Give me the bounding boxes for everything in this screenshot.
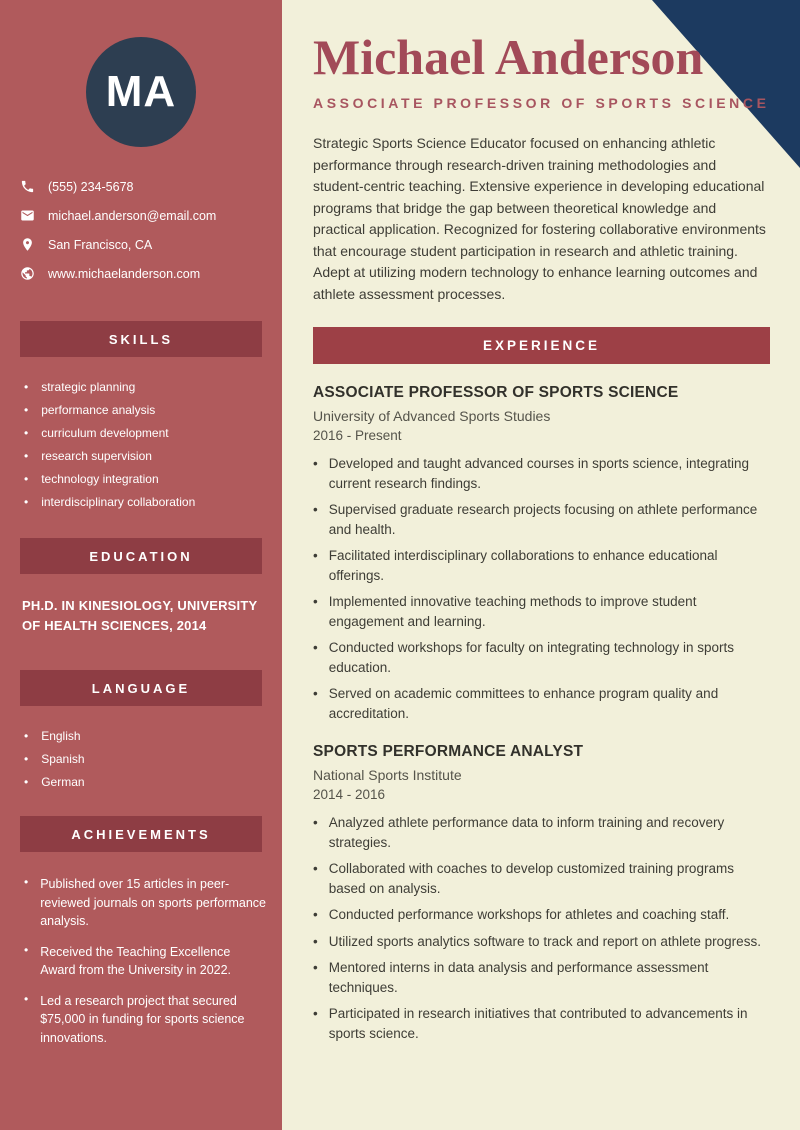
- education-degree: PH.D. IN KINESIOLOGY, UNIVERSITY OF HEALTH SCIENCES, 2014: [22, 598, 258, 633]
- bullet-dot: •: [313, 1006, 318, 1021]
- achievements-list: [0, 875, 282, 1047]
- bullet-dot: •: [24, 495, 29, 509]
- skill-text: technology integration: [41, 472, 159, 486]
- bullet-dot: •: [313, 548, 318, 563]
- skills-section-header: [20, 321, 262, 357]
- job-bullet-list: [313, 454, 770, 723]
- job-bullet: [313, 932, 770, 952]
- skill-text: strategic planning: [41, 380, 136, 394]
- bullet-dot: •: [24, 729, 29, 743]
- bullet-dot: •: [313, 933, 318, 949]
- skill-text: curriculum development: [41, 426, 169, 440]
- experience-section-header: [313, 327, 770, 364]
- job-bullet-text: Supervised graduate research projects focusing on athlete performance and health.: [328, 502, 758, 537]
- job-title: SPORTS PERFORMANCE ANALYST: [313, 743, 584, 760]
- bullet-dot: •: [313, 861, 318, 876]
- skill-item: [24, 472, 262, 487]
- job-bullet: [313, 1004, 770, 1043]
- sidebar: [0, 0, 282, 1130]
- contact-list: [0, 179, 282, 281]
- contact-phone: [20, 179, 264, 194]
- contact-website[interactable]: [20, 266, 264, 281]
- experience-entry: [313, 743, 770, 1043]
- bullet-dot: •: [24, 426, 29, 440]
- globe-icon: [20, 266, 35, 281]
- job-company: University of Advanced Sports Studies: [313, 408, 551, 424]
- job-bullet-text: Analyzed athlete performance data to inform training and recovery strategies.: [328, 815, 725, 850]
- language-item: [24, 775, 262, 790]
- skill-item: [24, 403, 262, 418]
- experience-entry: [313, 384, 770, 723]
- bullet-dot: •: [313, 456, 318, 471]
- contact-website-text: www.michaelanderson.com: [48, 266, 201, 281]
- language-item: [24, 752, 262, 767]
- language-item: [24, 729, 262, 744]
- contact-location: [20, 237, 264, 252]
- bullet-dot: •: [313, 815, 318, 830]
- bullet-dot: •: [24, 403, 29, 417]
- contact-email-text: michael.anderson@email.com: [48, 208, 217, 223]
- achievement-item: [24, 992, 266, 1048]
- bullet-dot: •: [24, 752, 29, 766]
- job-bullet-text: Conducted performance workshops for athletes and coaching staff.: [328, 907, 730, 922]
- bullet-dot: •: [24, 942, 29, 957]
- bullet-dot: •: [313, 640, 318, 655]
- phone-icon: [20, 179, 35, 194]
- bullet-dot: •: [24, 775, 29, 789]
- skills-list: [0, 380, 282, 510]
- achievement-item: [24, 875, 266, 931]
- job-bullet: [313, 958, 770, 997]
- bullet-dot: •: [24, 875, 29, 889]
- job-bullet-text: Implemented innovative teaching methods to improve student engagement and learning.: [328, 594, 697, 629]
- language-text: Spanish: [41, 752, 85, 766]
- skill-item: [24, 495, 262, 510]
- skill-text: performance analysis: [41, 403, 156, 417]
- bullet-dot: •: [313, 960, 318, 975]
- bullet-dot: •: [24, 449, 29, 463]
- skill-item: [24, 449, 262, 464]
- professional-summary: Strategic Sports Science Educator focused on enhancing athletic performance through research-driven training methodologies and student-centric teaching. Extensive experience in developing educational programs that bridge the gap between theoretical knowledge and practical application. Recognized for fostering collaborative environments that encourage student participation in research and athletic training. Adept at utilizing modern technology to enhance learning outcomes and athlete assessment processes.: [313, 135, 766, 302]
- job-bullet-text: Mentored interns in data analysis and performance assessment techniques.: [328, 960, 709, 995]
- job-bullet-text: Developed and taught advanced courses in sports science, integrating current research findings.: [328, 456, 750, 491]
- job-bullet: [313, 859, 770, 898]
- job-bullet: [313, 684, 770, 723]
- experience-section-title: EXPERIENCE: [482, 338, 601, 353]
- email-icon: [20, 208, 35, 223]
- achievement-text: Published over 15 articles in peer-reviewed journals on sports performance analysis.: [40, 877, 267, 928]
- job-bullet: [313, 638, 770, 677]
- bullet-dot: •: [313, 502, 318, 517]
- job-bullet-text: Facilitated interdisciplinary collaborations to enhance educational offerings.: [328, 548, 718, 583]
- bullet-dot: •: [313, 686, 318, 701]
- language-text: English: [41, 729, 81, 743]
- language-text: German: [41, 775, 85, 789]
- contact-email[interactable]: [20, 208, 264, 223]
- bullet-dot: •: [313, 907, 318, 922]
- job-title: ASSOCIATE PROFESSOR OF SPORTS SCIENCE: [313, 384, 679, 401]
- bullet-dot: •: [24, 472, 29, 486]
- contact-phone-text: (555) 234-5678: [48, 179, 134, 194]
- achievement-item: [24, 943, 266, 980]
- job-dates: 2016 - Present: [313, 428, 402, 443]
- achievements-section-title: ACHIEVEMENTS: [71, 826, 211, 842]
- job-bullet-text: Collaborated with coaches to develop customized training programs based on analysis.: [328, 861, 734, 896]
- job-bullet: [313, 454, 770, 493]
- job-bullet-list: [313, 813, 770, 1043]
- bullet-dot: •: [24, 380, 29, 394]
- language-section-title: LANGUAGE: [91, 680, 191, 696]
- job-bullet: [313, 905, 770, 925]
- job-bullet: [313, 813, 770, 852]
- job-bullet: [313, 500, 770, 539]
- job-dates: 2014 - 2016: [313, 787, 386, 802]
- avatar-initials: MA: [105, 67, 177, 116]
- job-bullet-text: Participated in research initiatives that contributed to advancements in sports science.: [328, 1006, 748, 1041]
- bullet-dot: •: [24, 991, 29, 1006]
- job-headline: ASSOCIATE PROFESSOR OF SPORTS SCIENCE: [313, 95, 770, 111]
- achievement-text: Led a research project that secured $75,000 in funding for sports science innovations.: [40, 993, 245, 1045]
- skill-item: [24, 426, 262, 441]
- language-section-header: [20, 670, 262, 706]
- job-bullet-text: Conducted workshops for faculty on integrating technology in sports education.: [328, 640, 734, 675]
- job-bullet-text: Served on academic committees to enhance program quality and accreditation.: [328, 686, 719, 721]
- job-bullet: [313, 546, 770, 585]
- language-list: [0, 729, 282, 790]
- location-icon: [20, 237, 35, 252]
- achievements-section-header: [20, 816, 262, 852]
- achievement-text: Received the Teaching Excellence Award from the University in 2022.: [40, 944, 232, 977]
- contact-location-text: San Francisco, CA: [48, 237, 153, 252]
- skill-text: research supervision: [41, 449, 152, 463]
- skill-item: [24, 380, 262, 395]
- main-column: [282, 0, 800, 1130]
- education-section-title: EDUCATION: [89, 548, 193, 564]
- job-company: National Sports Institute: [313, 767, 462, 783]
- education-section-header: [20, 538, 262, 574]
- job-bullet: [313, 592, 770, 631]
- skill-text: interdisciplinary collaboration: [41, 495, 196, 509]
- page-title: Michael Anderson: [313, 29, 704, 85]
- bullet-dot: •: [313, 594, 318, 609]
- avatar: [86, 37, 196, 147]
- skills-section-title: SKILLS: [108, 331, 174, 347]
- job-bullet-text: Utilized sports analytics software to track and report on athlete progress.: [328, 933, 761, 949]
